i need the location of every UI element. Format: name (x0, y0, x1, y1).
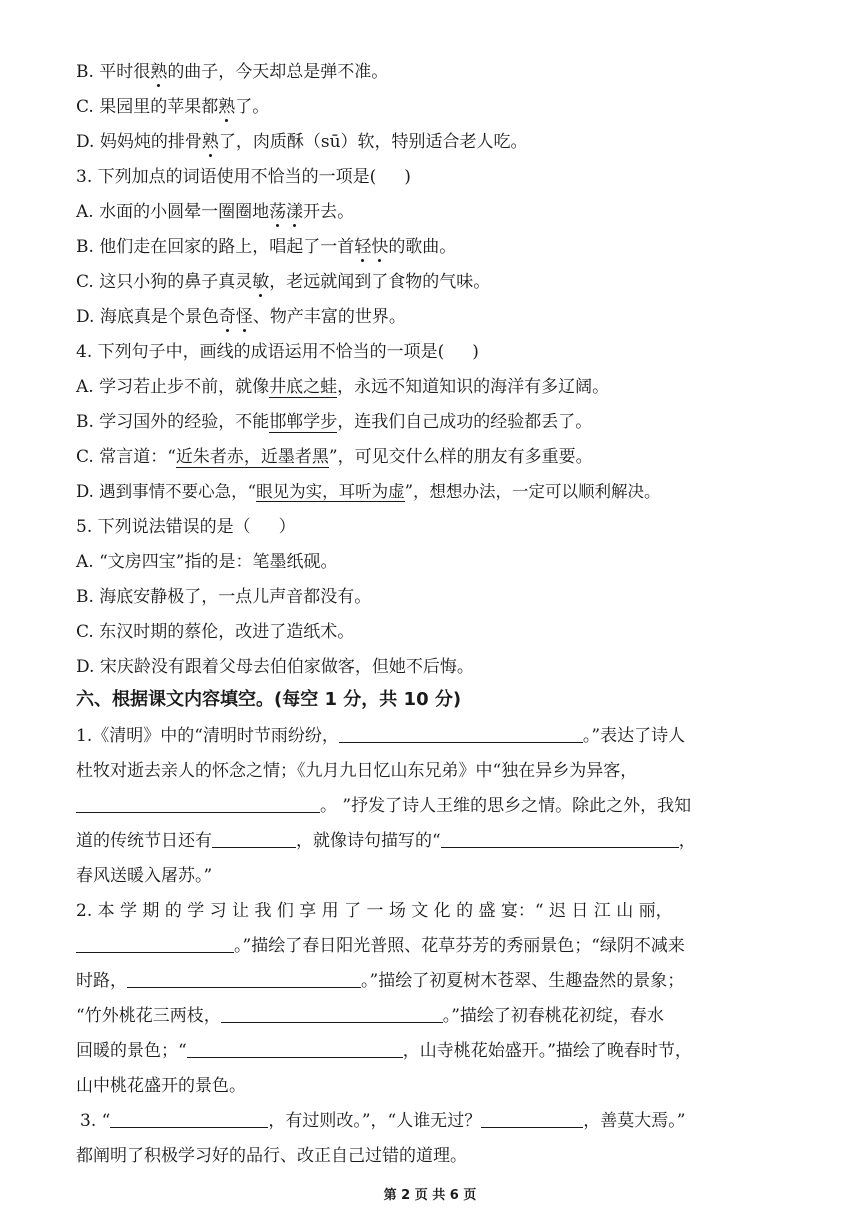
answer-blank (221, 1004, 443, 1023)
emphasis-dot-char: 熟 (201, 132, 219, 152)
q5-option-a: A. “文房四宝”指的是：笔墨纸砚。 (76, 552, 338, 572)
underlined-idiom: 邯郸学步 (269, 412, 338, 432)
fill-line: 都阐明了积极学习好的品行、改正自己过错的道理。 (76, 1146, 467, 1166)
q3-option-b: B. 他们走在回家的路上，唱起了一首轻快的歌曲。 (76, 237, 457, 257)
fill-line: 。”描绘了春日阳光普照、花草芬芳的秀丽景色；“绿阴不减来 (76, 934, 685, 958)
fill-line: 杜牧对逝去亲人的怀念之情；《九月九日忆山东兄弟》中“独在异乡为异客， (76, 761, 638, 781)
page-footer: 第 2 页 共 6 页 (383, 1188, 477, 1203)
q4-stem: 4. 下列句子中，画线的成语运用不恰当的一项是( ) (76, 342, 479, 362)
emphasis-dot-char: 怪 (235, 307, 253, 327)
emphasis-dot-char: 熟 (218, 97, 236, 117)
answer-blank (187, 1039, 403, 1058)
underlined-idiom: 眼见为实，耳听为虚 (256, 482, 405, 501)
answer-blank (127, 969, 361, 988)
answer-blank (339, 724, 583, 743)
q3-option-c: C. 这只小狗的鼻子真灵敏，老远就闻到了食物的气味。 (76, 272, 491, 292)
fill-line: 道的传统节日还有 ，就像诗句描写的“ ， (76, 831, 696, 851)
emphasis-dot-char: 敏 (252, 272, 270, 292)
q4-option-c: C. 常言道：“近朱者赤，近墨者黑”，可见交什么样的朋友有多重要。 (76, 447, 593, 467)
q4-option-b: B. 学习国外的经验，不能邯郸学步，连我们自己成功的经验都丢了。 (76, 412, 593, 432)
emphasis-dot-char: 熟 (150, 62, 168, 82)
underlined-idiom: 井底之蛙 (269, 377, 338, 397)
q5-stem: 5. 下列说法错误的是（ ） (76, 517, 296, 537)
q5-option-d: D. 宋庆龄没有跟着父母去伯伯家做客，但她不后悔。 (76, 657, 474, 677)
answer-blank (76, 794, 320, 813)
answer-blank (76, 934, 234, 953)
q3-option-a: A. 水面的小圆晕一圈圈地荡漾开去。 (76, 202, 355, 222)
fill-line: 山中桃花盛开的景色。 (76, 1076, 246, 1096)
fill-line: “竹外桃花三两枝， 。”描绘了初春桃花初绽，春水 (76, 1006, 664, 1026)
q2-option-d: D. 妈妈炖的排骨熟了，肉质酥（sū）软，特别适合老人吃。 (76, 132, 528, 152)
fill-line: 3. “ ，有过则改。”，“人谁无过？ ，善莫大焉。” (80, 1111, 686, 1131)
emphasis-dot-char: 奇 (218, 307, 236, 327)
q2-option-c: C. 果园里的苹果都熟了。 (76, 97, 270, 117)
q4-option-d: D. 遇到事情不要心急，“眼见为实，耳听为虚”，想想办法，一定可以顺利解决。 (76, 482, 661, 501)
emphasis-dot-char: 轻 (354, 237, 372, 257)
fill-line: 2. 本 学 期 的 学 习 让 我 们 享 用 了 一 场 文 化 的 盛 宴：“ 迟 日 江 山 丽， (76, 901, 673, 921)
section-title: 六、根据课文内容填空。(每空 1 分，共 10 分) (76, 689, 462, 710)
emphasis-dot-char: 漾 (286, 202, 304, 222)
fill-line: 1.《清明》中的“清明时节雨纷纷， 。”表达了诗人 (76, 726, 686, 746)
answer-blank (110, 1109, 268, 1128)
fill-line: 。 ”抒发了诗人王维的思乡之情。除此之外，我知 (76, 794, 691, 818)
fill-line: 春风送暖入屠苏。” (76, 866, 213, 886)
q3-stem: 3. 下列加点的词语使用不恰当的一项是( ) (76, 167, 411, 187)
answer-blank (481, 1109, 583, 1128)
q5-option-c: C. 东汉时期的蔡伦，改进了造纸术。 (76, 622, 355, 642)
q2-option-b: B. 平时很熟的曲子，今天却总是弹不准。 (76, 62, 389, 82)
answer-blank (212, 829, 296, 848)
answer-blank (441, 829, 679, 848)
fill-line: 时路， 。”描绘了初夏树木苍翠、生趣盎然的景象； (76, 971, 685, 991)
q3-option-d: D. 海底真是个景色奇怪、物产丰富的世界。 (76, 307, 406, 327)
q4-option-a: A. 学习若止步不前，就像井底之蛙，永远不知道知识的海洋有多辽阔。 (76, 377, 610, 397)
q5-option-b: B. 海底安静极了，一点儿声音都没有。 (76, 587, 372, 607)
emphasis-dot-char: 快 (371, 237, 389, 257)
emphasis-dot-char: 荡 (269, 202, 287, 222)
fill-line: 回暖的景色；“ ，山寺桃花始盛开。”描绘了晚春时节， (76, 1041, 692, 1061)
underlined-idiom: 近朱者赤，近墨者黑 (175, 447, 329, 467)
